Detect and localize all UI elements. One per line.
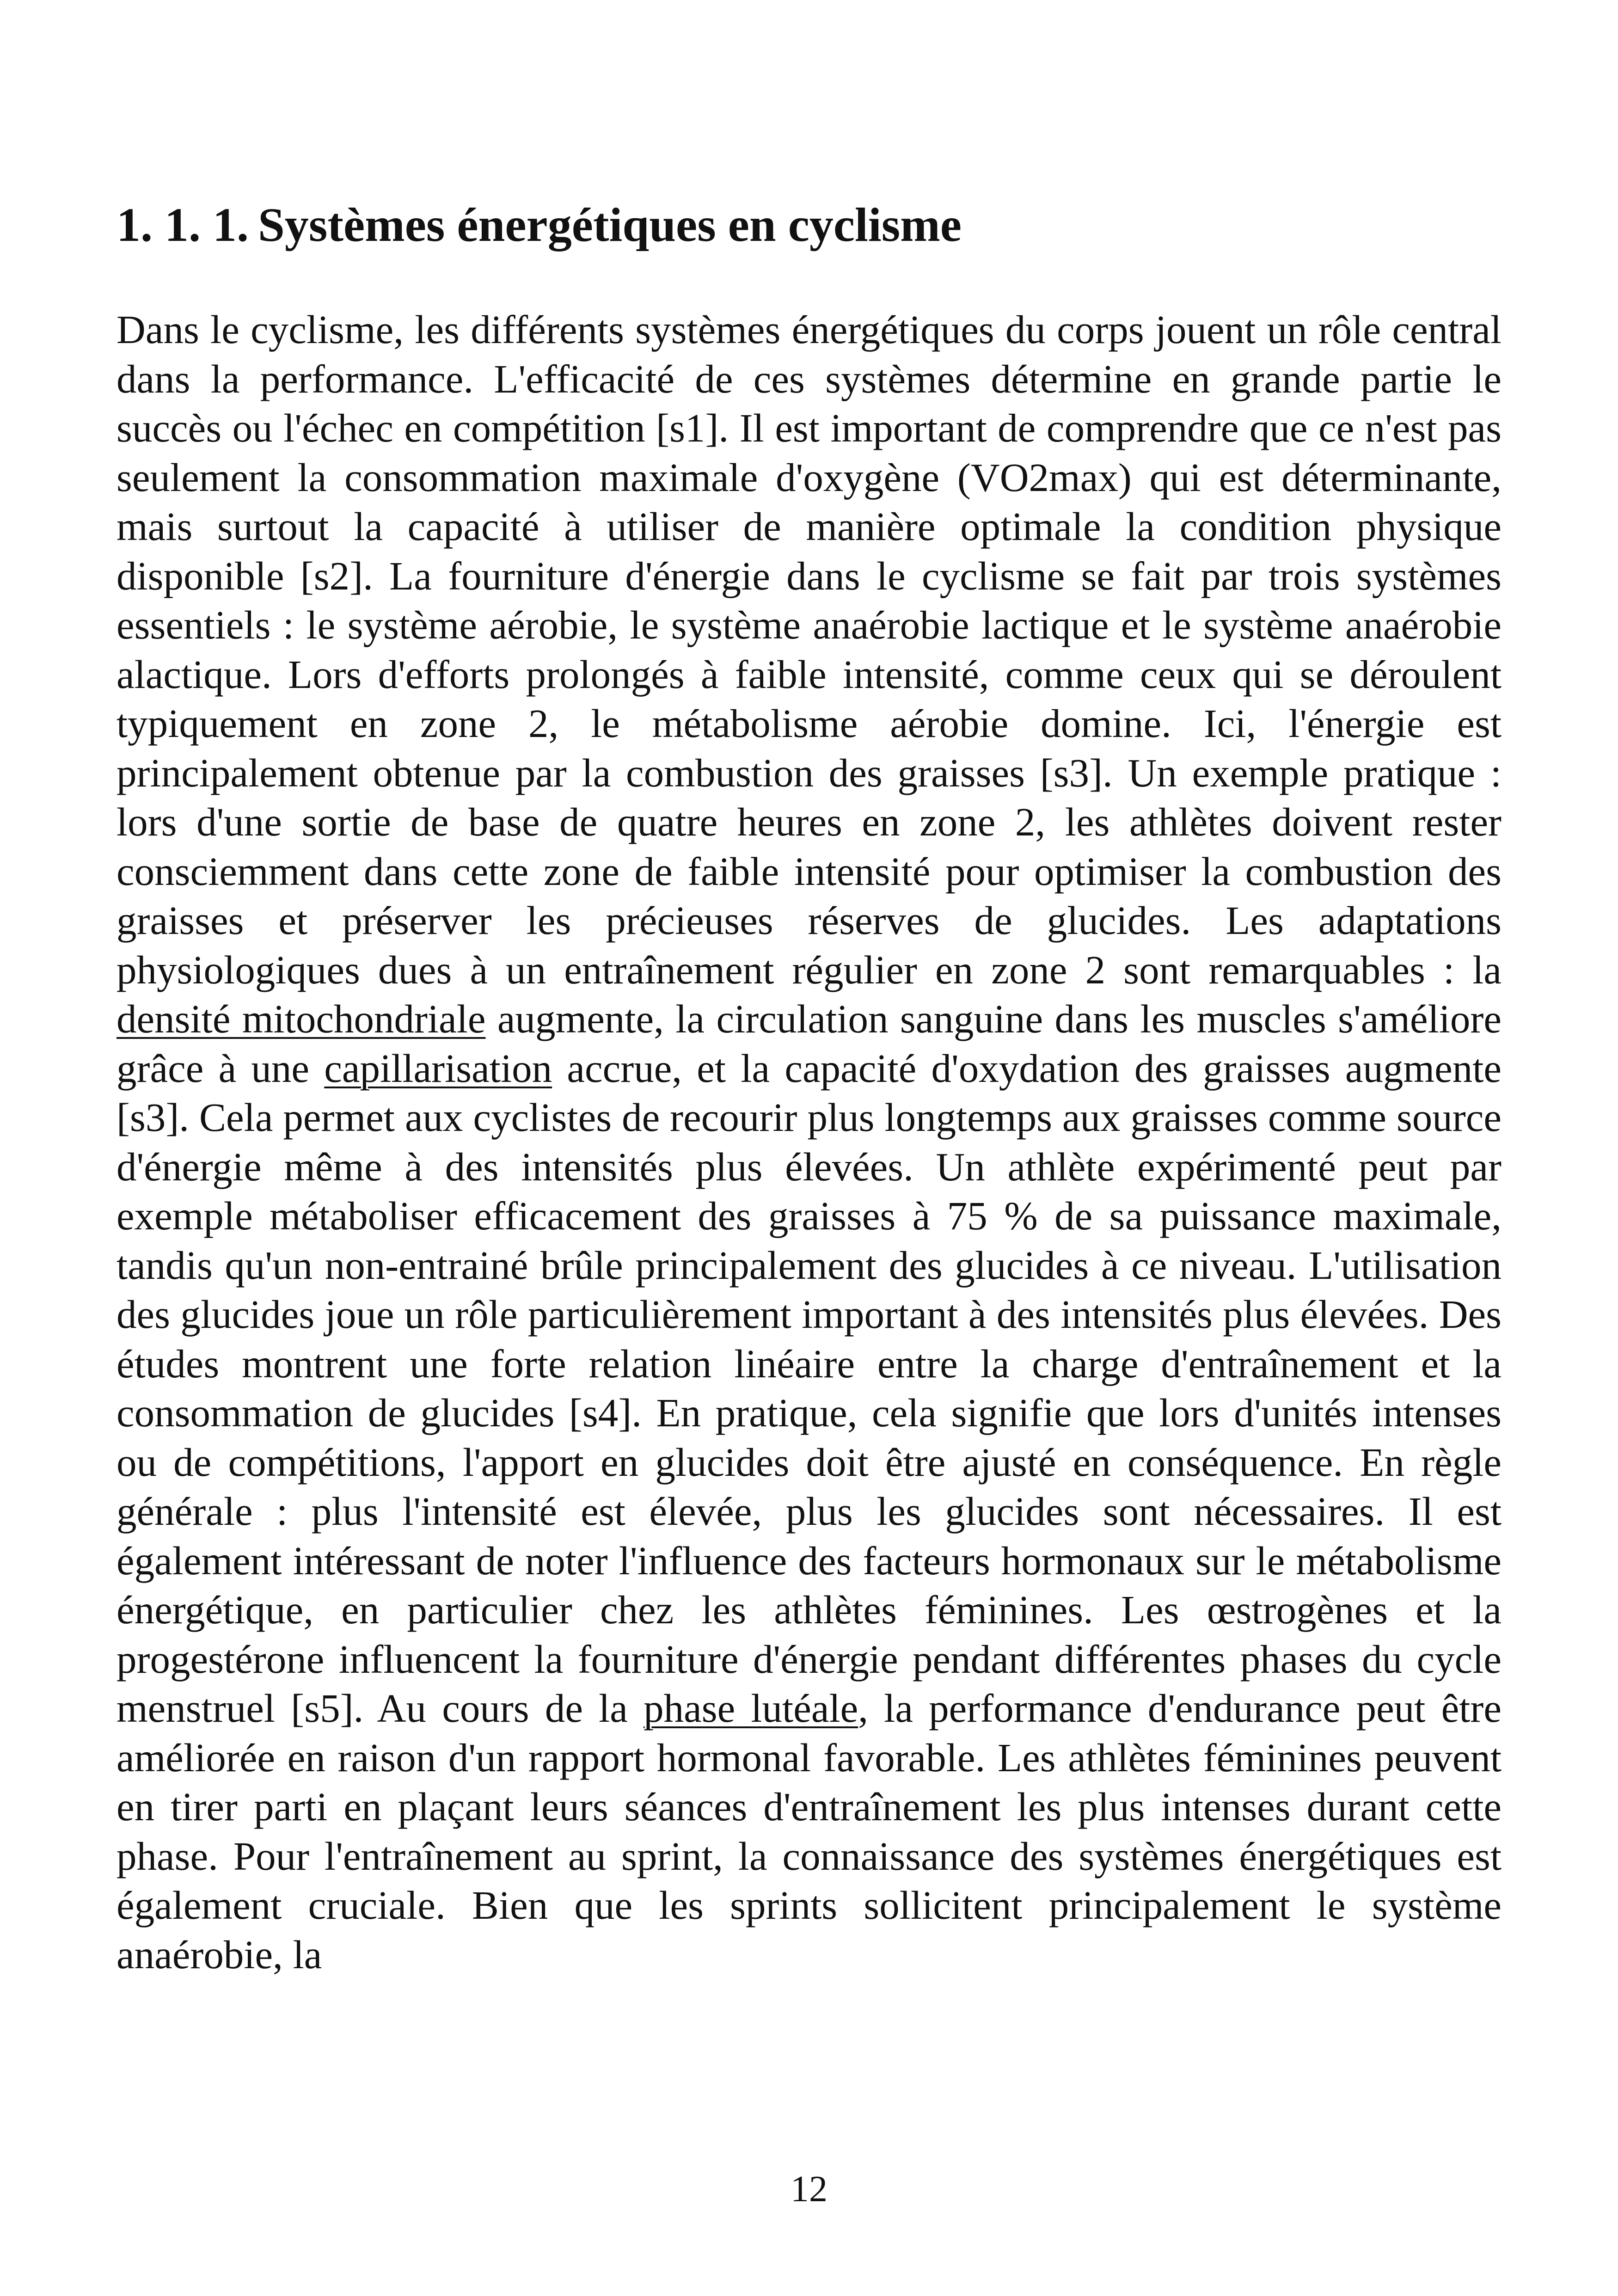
section-number: 1. 1. 1. bbox=[116, 198, 249, 252]
underlined-term-luteal-phase: phase lutéale bbox=[644, 1686, 858, 1731]
section-title: Systèmes énergétiques en cyclisme bbox=[258, 198, 962, 252]
underlined-term-capillarisation: capillarisation bbox=[324, 1045, 552, 1091]
section-heading bbox=[116, 196, 962, 254]
body-paragraph bbox=[116, 305, 1502, 1979]
text-run-3: accrue, et la capacité d'oxydation des graisses augmente [s3]. Cela permet aux cyclistes de recourir plus longtemps aux graisses comme source d'énergie même à des intensités plus élevées. Un athlète expérimenté peut par exemple métaboliser efficacement des graisses à 75 % de sa puissance maximale, tandis qu'un non-entrainé brûle principalement des glucides à ce niveau. L'utilisation des glucides joue un rôle particulièrement important à des intensités plus élevées. Des études montrent une forte relation linéaire entre la charge d'entraînement et la consommation de glucides [s4]. En pratique, cela signifie que lors d'unités intenses ou de compétitions, l'apport en glucides doit être ajusté en conséquence. En règle générale : plus l'intensité est élevée, plus les glucides sont nécessaires. Il est également intéressant de noter l'influence des facteurs hormonaux sur le métabolisme énergétique, en particulier chez les athlètes féminines. Les œstrogènes et la progestérone influencent la fourniture d'énergie pendant différentes phases du cycle menstruel [s5]. Au cours de la bbox=[116, 1045, 1502, 1731]
text-run-1: Dans le cyclisme, les différents systèmes énergétiques du corps jouent un rôle central dans la performance. L'efficacité de ces systèmes détermine en grande partie le succès ou l'échec en compétition [s1]. Il est important de comprendre que ce n'est pas seulement la consommation maximale d'oxygène (VO2max) qui est déterminante, mais surtout la capacité à utiliser de manière optimale la condition physique disponible [s2]. La fourniture d'énergie dans le cyclisme se fait par trois systèmes essentiels : le système aérobie, le système anaérobie lactique et le système anaérobie alactique. Lors d'efforts prolongés à faible intensité, comme ceux qui se déroulent typiquement en zone 2, le métabolisme aérobie domine. Ici, l'énergie est principalement obtenue par la combustion des graisses [s3]. Un exemple pratique : lors d'une sortie de base de quatre heures en zone 2, les athlètes doivent rester consciemment dans cette zone de faible intensité pour optimiser la combustion des graisses et préserver les précieuses réserves de glucides. Les adaptations physiologiques dues à un entraînement régulier en zone 2 sont remarquables : la bbox=[116, 307, 1502, 992]
text-run-4: , la performance d'endurance peut être améliorée en raison d'un rapport hormonal favorable. Les athlètes féminines peuvent en tirer parti en plaçant leurs séances d'entraînement les plus intenses durant cette phase. Pour l'entraînement au sprint, la connaissance des systèmes énergétiques est également cruciale. Bien que les sprints sollicitent principalement le système anaérobie, la bbox=[116, 1686, 1502, 1977]
text-run-2: augmente, la circulation sanguine dans les muscles s'améliore grâce à une bbox=[116, 996, 1502, 1091]
page-number: 12 bbox=[791, 2169, 827, 2210]
underlined-term-mitochondrial-density: densité mitochondriale bbox=[116, 996, 486, 1041]
